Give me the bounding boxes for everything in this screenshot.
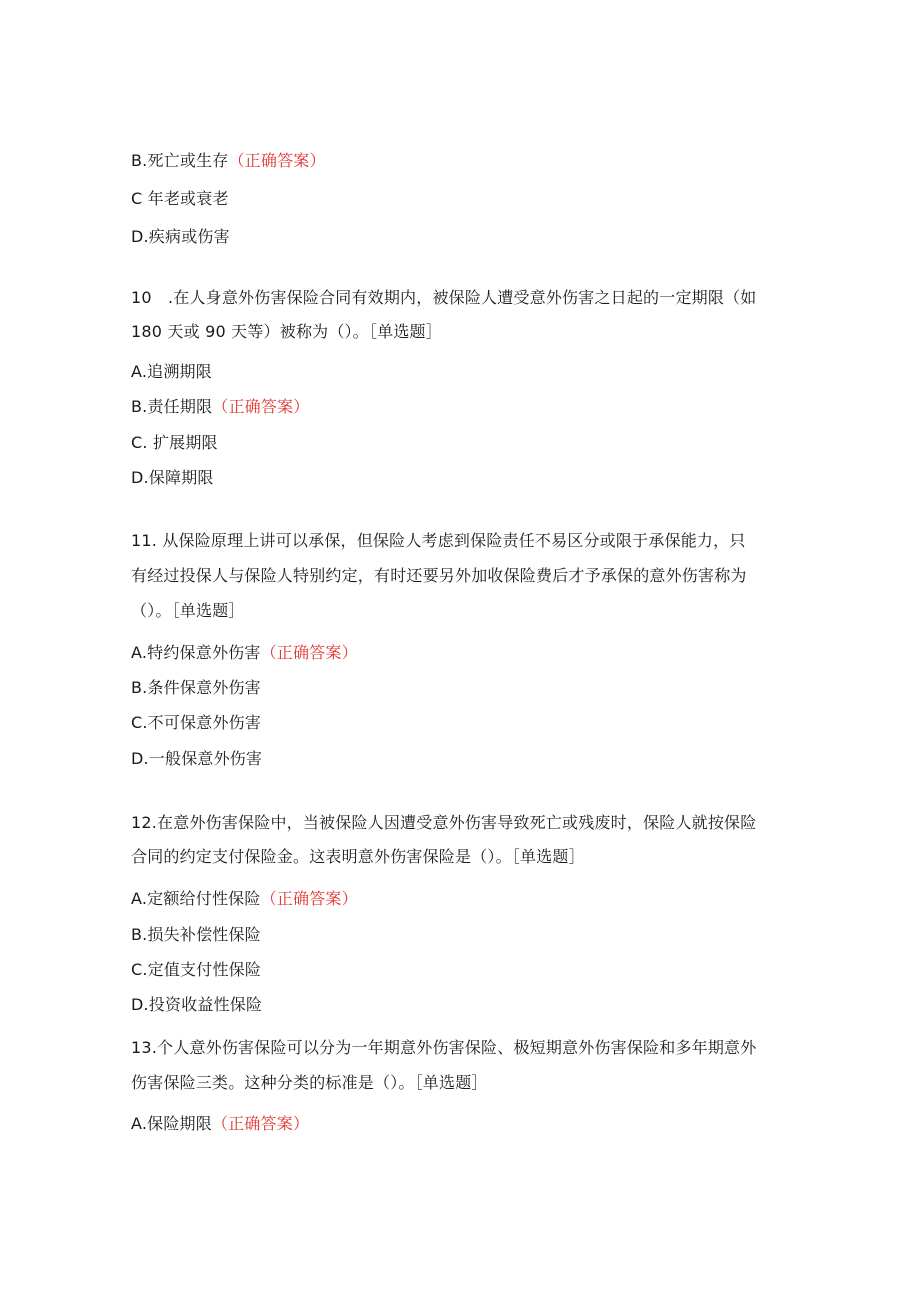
q10-stem-line1: 10 .在人身意外伤害保险合同有效期内，被保险人遭受意外伤害之日起的一定期限（如	[131, 288, 757, 307]
q11-stem-line2: 有经过投保人与保险人特别约定，有时还要另外加收保险费后才予承保的意外伤害称为	[131, 566, 747, 585]
option-text: B.责任期限	[131, 397, 213, 416]
q13-stem-line1: 13.个人意外伤害保险可以分为一年期意外伤害保险、极短期意外伤害保险和多年期意外	[131, 1038, 757, 1057]
q9-option-c: C 年老或衰老	[131, 189, 229, 208]
q12-option-c: C.定值支付性保险	[131, 960, 262, 979]
q11-option-d: D.一般保意外伤害	[131, 749, 263, 768]
option-text: A.特约保意外伤害	[131, 643, 261, 662]
q10-option-d: D.保障期限	[131, 468, 214, 487]
q12-stem-line1: 12.在意外伤害保险中，当被保险人因遭受意外伤害导致死亡或残废时，保险人就按保险	[131, 813, 757, 832]
q13-stem-line2: 伤害保险三类。这种分类的标准是（）。［单选题］	[131, 1073, 488, 1092]
q11-option-a	[131, 643, 358, 663]
correct-answer-mark: （正确答案）	[260, 889, 358, 908]
q12-option-a	[131, 889, 358, 909]
q11-stem-line3: （）。［单选题］	[131, 601, 245, 620]
q10-option-a: A.追溯期限	[131, 362, 212, 381]
q9-option-b	[131, 151, 326, 171]
q10-option-c: C. 扩展期限	[131, 433, 218, 452]
q12-option-b: B.损失补偿性保险	[131, 925, 261, 944]
q13-option-a	[131, 1114, 309, 1134]
q10-option-b	[131, 397, 309, 417]
correct-answer-mark: （正确答案）	[212, 397, 310, 416]
correct-answer-mark: （正确答案）	[211, 1114, 310, 1133]
correct-answer-mark: （正确答案）	[228, 151, 326, 170]
q12-stem-line2: 合同的约定支付保险金。这表明意外伤害保险是（）。［单选题］	[131, 847, 585, 866]
q11-stem-line1: 11. 从保险原理上讲可以承保，但保险人考虑到保险责任不易区分或限于承保能力，只	[131, 531, 746, 550]
correct-answer-mark: （正确答案）	[260, 643, 358, 662]
q12-option-d: D.投资收益性保险	[131, 995, 263, 1014]
q10-stem-line2: 180 天或 90 天等）被称为（）。［单选题］	[131, 322, 442, 341]
option-text: A.保险期限	[131, 1114, 212, 1133]
option-text: B.死亡或生存	[131, 151, 229, 170]
option-text: A.定额给付性保险	[131, 889, 261, 908]
q11-option-b: B.条件保意外伤害	[131, 678, 261, 697]
q11-option-c: C.不可保意外伤害	[131, 713, 262, 732]
q9-option-d: D.疾病或伤害	[131, 227, 230, 246]
